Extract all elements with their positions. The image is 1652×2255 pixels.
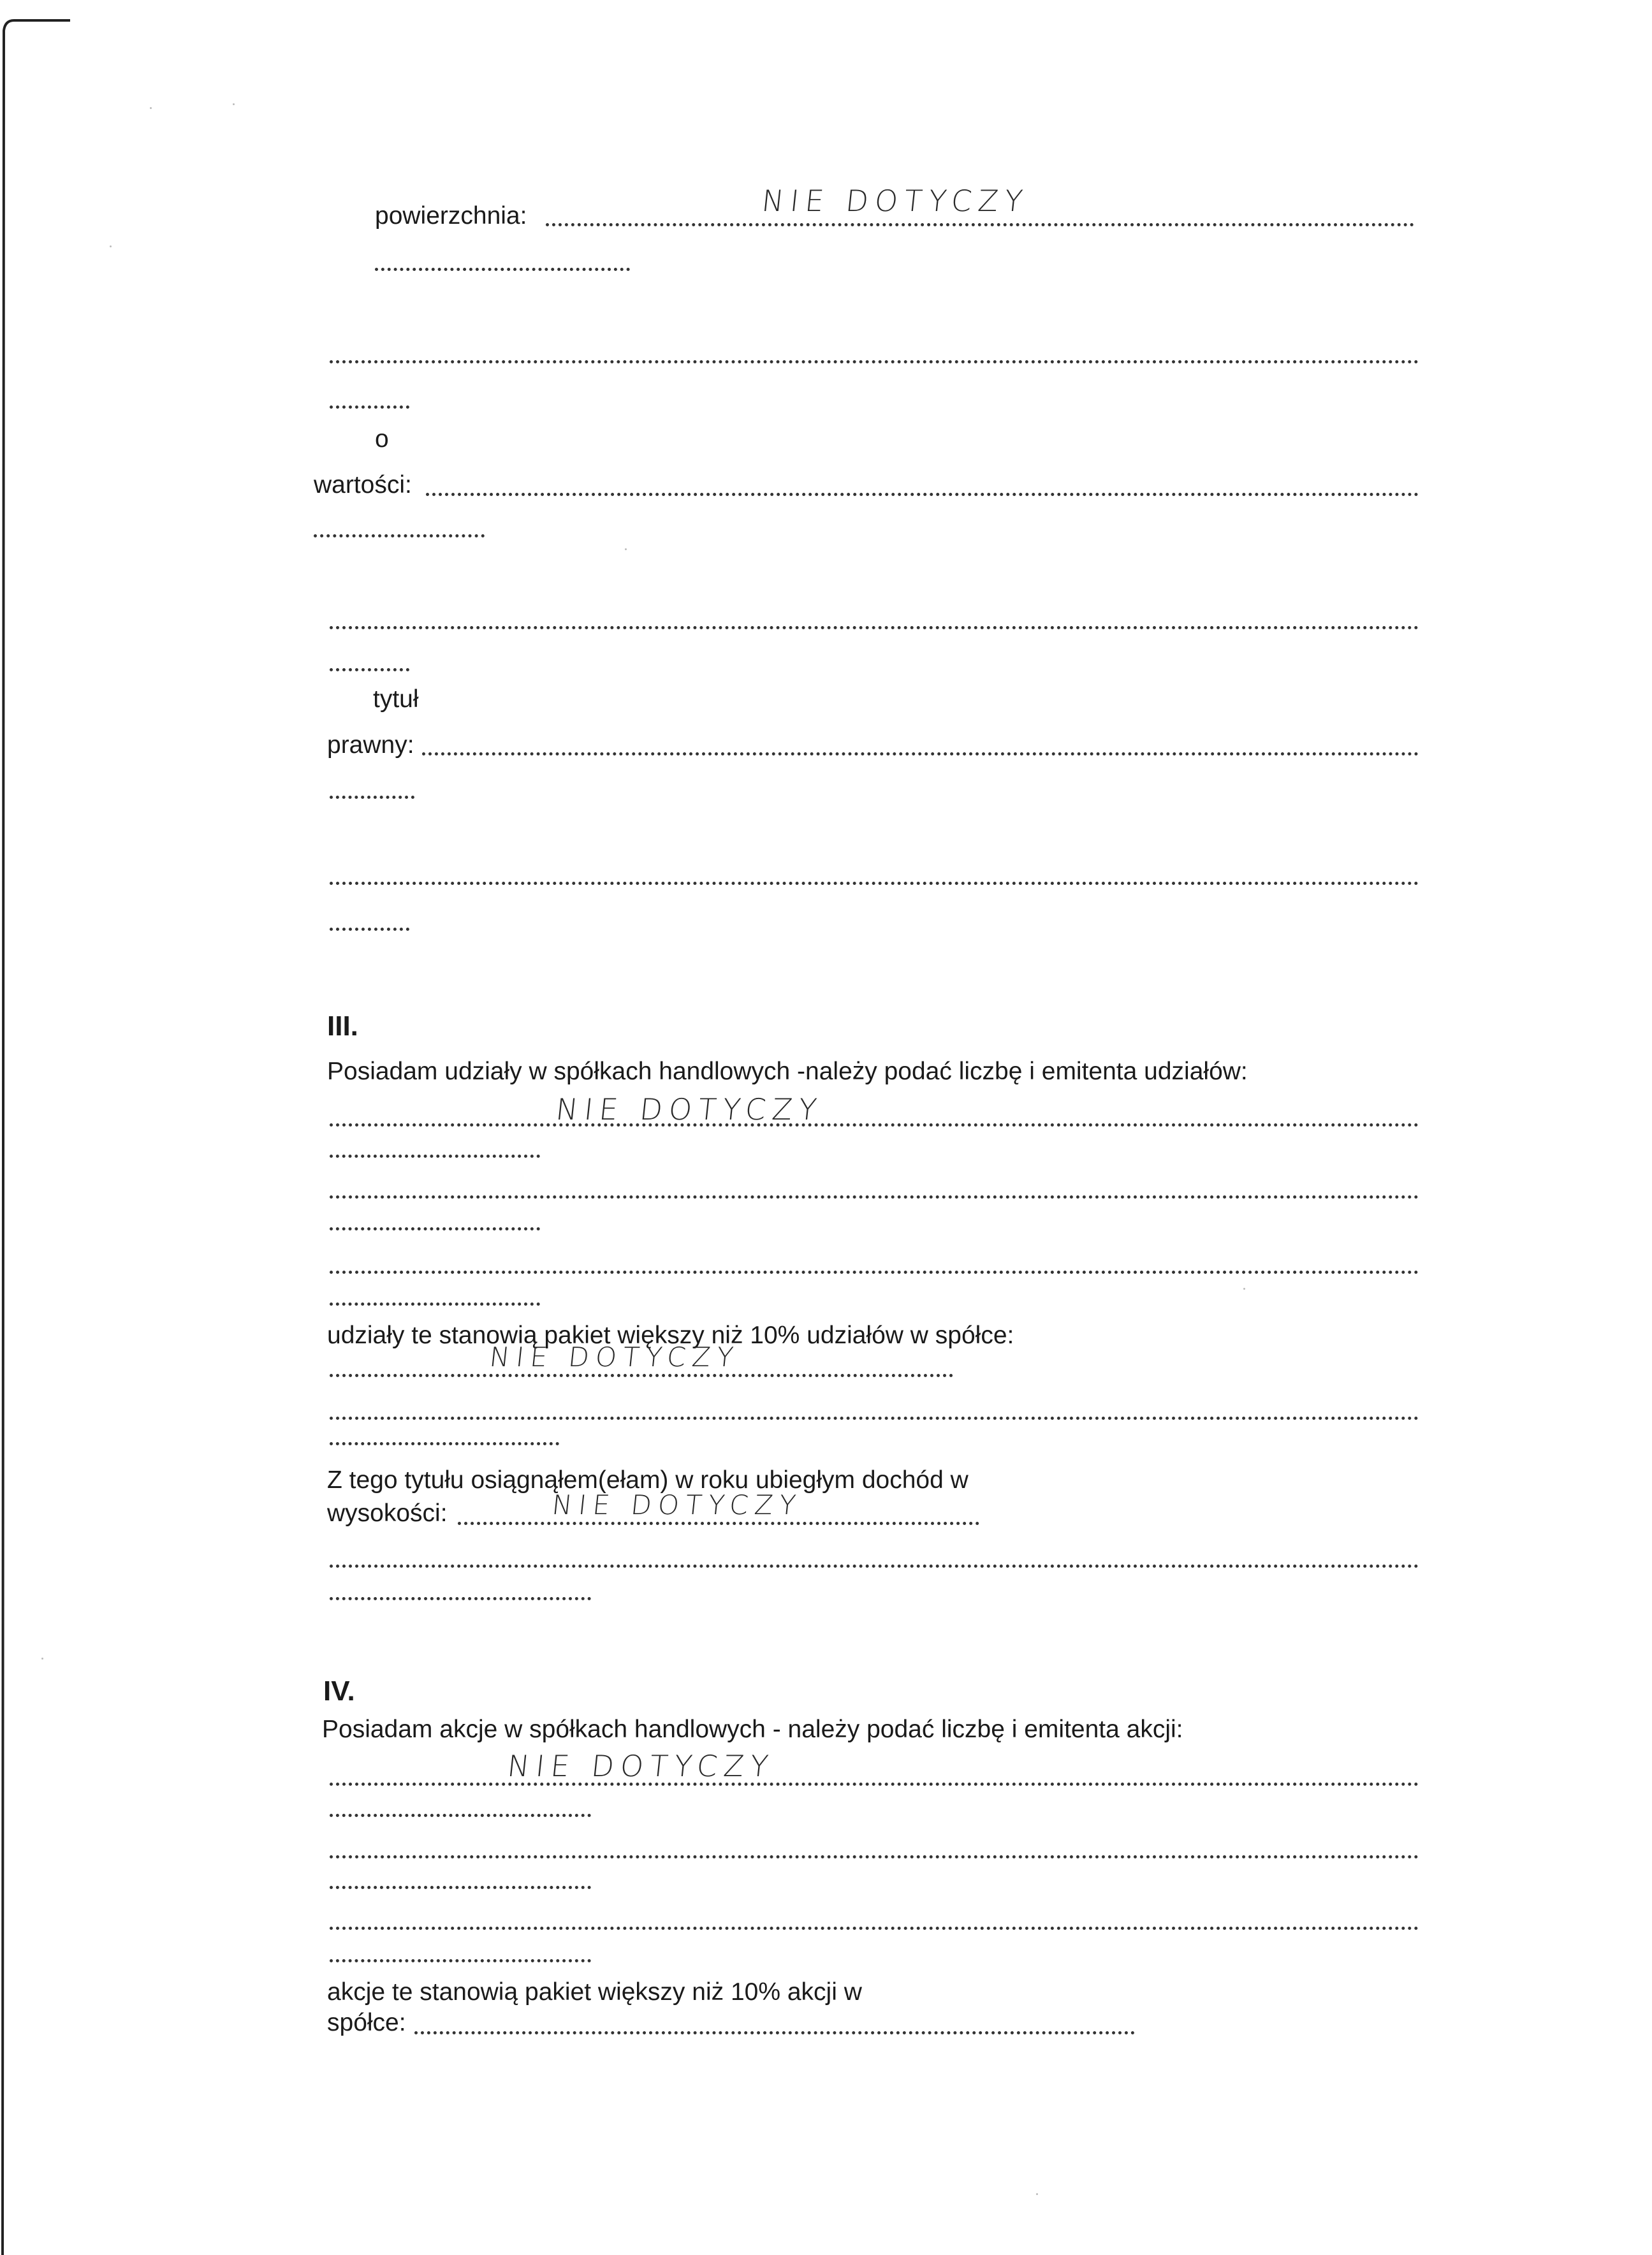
stake-dotted-line-3 (330, 1442, 559, 1445)
income-prompt-1: Z tego tytułu osiągnąłem(ełam) w roku ubiegłym dochód w (327, 1466, 969, 1494)
area-handwritten-answer: NIE DOTYCZY (760, 184, 1031, 218)
area-dotted-line-4 (330, 405, 409, 409)
value-dotted-line-4 (330, 668, 409, 671)
title-label-1: tytuł (373, 685, 419, 713)
stocks-handwritten-answer: NIE DOTYCZY (506, 1749, 777, 1783)
area-dotted-line (546, 223, 1414, 226)
scan-speck (233, 103, 235, 105)
title-dotted-line (422, 752, 1419, 755)
title-dotted-line-4 (330, 928, 409, 931)
scan-speck (110, 245, 112, 247)
stocks-dotted-line-4 (330, 1886, 591, 1889)
income-dotted-line-3 (330, 1597, 591, 1600)
scan-border (0, 0, 77, 2255)
value-dotted-line (426, 493, 1419, 496)
stocks-dotted-line-3 (330, 1855, 1419, 1858)
shares-dotted-line-6 (330, 1303, 540, 1306)
stocks-dotted-line-2 (330, 1814, 591, 1817)
stocks-dotted-line (330, 1783, 1419, 1786)
stocks-dotted-line-5 (330, 1927, 1419, 1930)
shares-dotted-line-4 (330, 1227, 540, 1230)
shares-dotted-line-5 (330, 1271, 1419, 1274)
stake-handwritten-answer: NIE DOTYCZY (488, 1341, 742, 1373)
section-3-heading: III. (327, 1011, 358, 1042)
value-label: wartości: (314, 471, 412, 499)
stake-dotted-line-2 (330, 1417, 1419, 1420)
stocks-prompt: Posiadam akcje w spółkach handlowych - należy podać liczbę i emitenta akcji: (322, 1716, 1183, 1743)
stocks-stake-prompt-2: spółce: (327, 2009, 406, 2036)
income-dotted-line-2 (330, 1565, 1419, 1568)
value-dotted-line-3 (330, 626, 1419, 629)
area-dotted-line-2 (375, 268, 630, 271)
title-dotted-line-3 (330, 882, 1419, 885)
stocks-stake-prompt-1: akcje te stanowią pakiet większy niż 10% akcji w (327, 1978, 862, 2006)
stocks-dotted-line-6 (330, 1959, 591, 1962)
scan-speck (1036, 2193, 1038, 2195)
o-label: o (375, 425, 389, 453)
income-prompt-2: wysokości: (327, 1500, 448, 1527)
shares-prompt: Posiadam udziały w spółkach handlowych -należy podać liczbę i emitenta udziałów: (327, 1058, 1248, 1085)
income-dotted-line (458, 1522, 979, 1525)
title-dotted-line-2 (330, 796, 414, 799)
stocks-stake-dotted-line (414, 2031, 1135, 2034)
stake-prompt: udziały te stanowią pakiet większy niż 10% udziałów w spółce: (327, 1322, 1014, 1349)
stake-dotted-line (330, 1374, 953, 1377)
shares-dotted-line-2 (330, 1155, 540, 1158)
shares-handwritten-answer: NIE DOTYCZY (554, 1092, 825, 1127)
area-label: powierzchnia: (375, 202, 527, 230)
scan-speck (150, 107, 152, 109)
shares-dotted-line (330, 1123, 1419, 1127)
scan-speck (41, 1658, 43, 1660)
value-dotted-line-2 (314, 534, 485, 537)
income-handwritten-answer: NIE DOTYCZY (550, 1489, 804, 1521)
section-4-heading: IV. (323, 1675, 355, 1707)
shares-dotted-line-3 (330, 1195, 1419, 1199)
scan-speck (625, 548, 627, 550)
scan-speck (1243, 1288, 1245, 1290)
title-label-2: prawny: (327, 731, 414, 759)
area-dotted-line-3 (330, 360, 1419, 363)
